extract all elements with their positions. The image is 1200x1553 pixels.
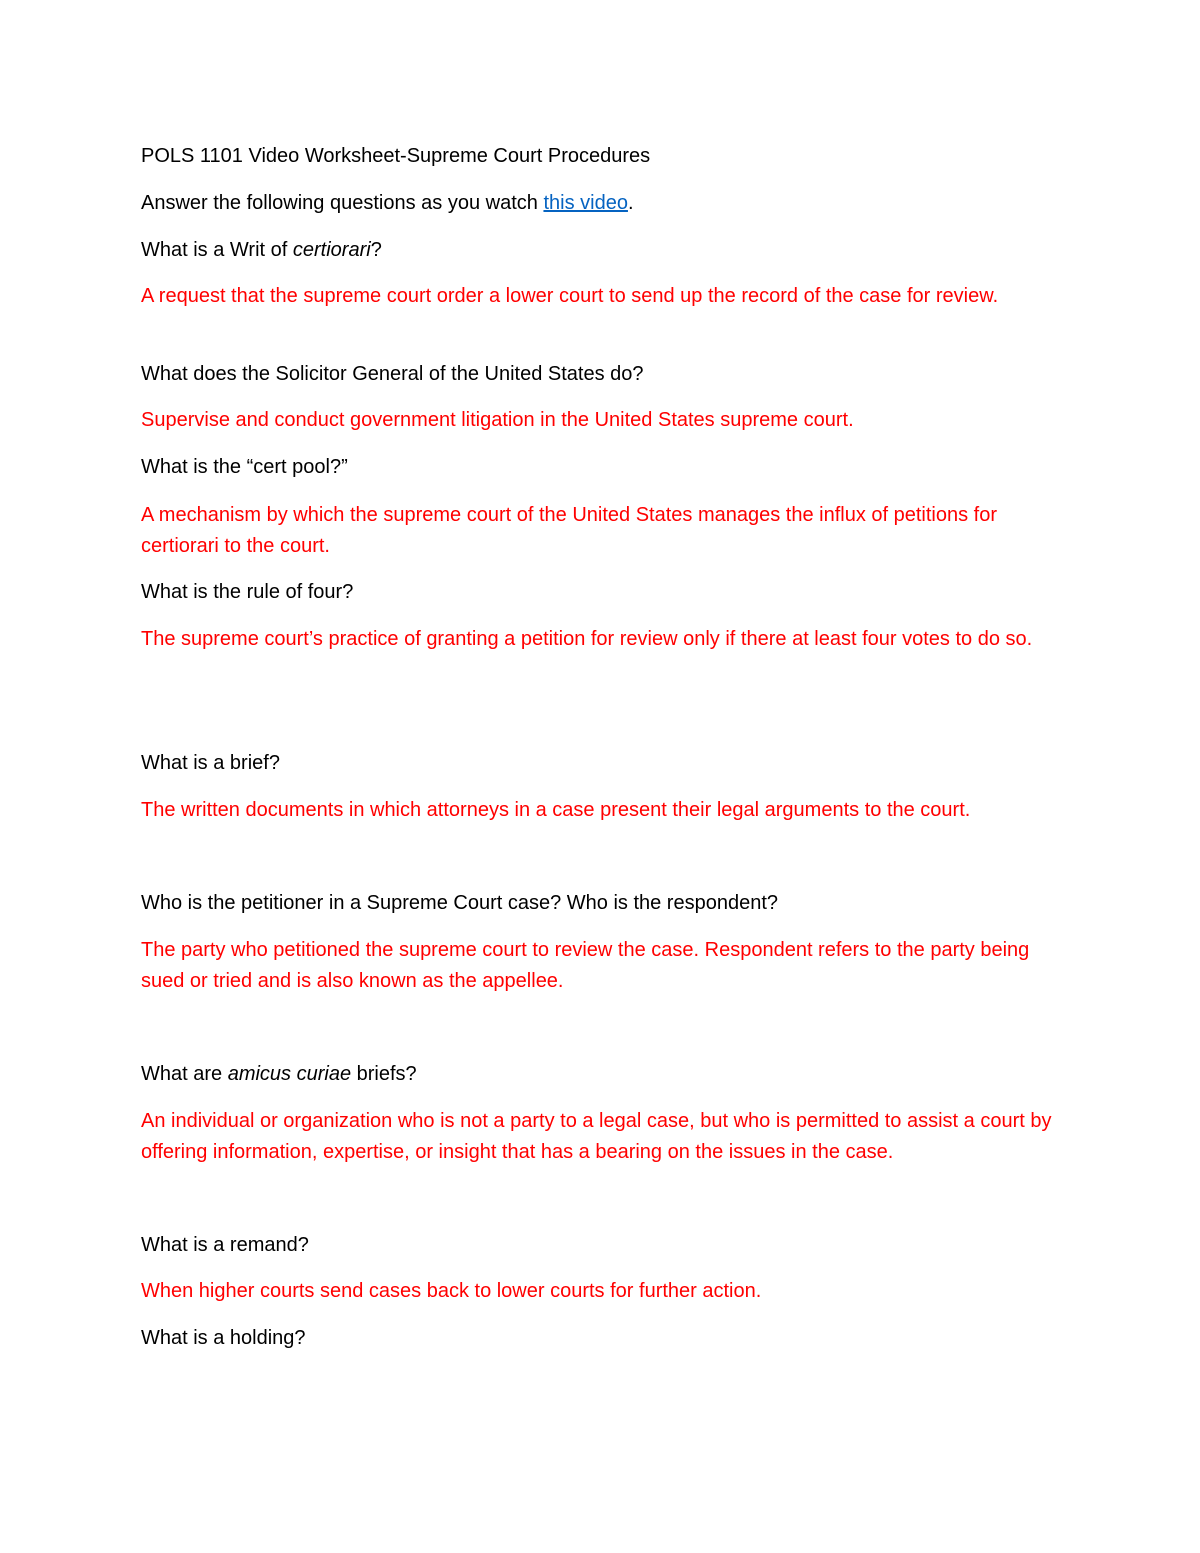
- question-6: Who is the petitioner in a Supreme Court case? Who is the respondent?: [141, 892, 779, 914]
- question-7-end: briefs?: [351, 1063, 417, 1085]
- answer-6: The party who petitioned the supreme court to review the case. Respondent refers to the party being sued or tried and is also known as the appellee.: [141, 939, 1030, 992]
- question-1-end: ?: [370, 239, 382, 261]
- question-5: What is a brief?: [141, 752, 280, 774]
- question-7: [141, 1059, 1061, 1090]
- answer-8: When higher courts send cases back to lower courts for further action.: [141, 1280, 762, 1302]
- question-7-italic: amicus curiae: [227, 1063, 352, 1085]
- answer-2: Supervise and conduct government litigation in the United States supreme court.: [141, 409, 854, 431]
- intro-punctuation: .: [627, 192, 634, 214]
- question-8: What is a remand?: [141, 1234, 309, 1256]
- question-2: What does the Solicitor General of the United States do?: [141, 363, 644, 385]
- question-9: What is a holding?: [141, 1327, 306, 1349]
- answer-5: The written documents in which attorneys in a case present their legal arguments to the court.: [141, 799, 971, 821]
- document-title: [141, 141, 1061, 172]
- question-4: What is the rule of four?: [141, 581, 354, 603]
- intro-text: Answer the following questions as you watch: [141, 192, 544, 214]
- answer-3: A mechanism by which the supreme court of the United States manages the influx of petitions for certiorari to the court.: [141, 504, 998, 557]
- question-1-text: What is a Writ of: [141, 239, 293, 261]
- title-text: POLS 1101 Video Worksheet-Supreme Court Procedures: [141, 145, 651, 167]
- video-link[interactable]: this video: [543, 192, 628, 214]
- question-1: [141, 235, 1061, 266]
- intro-line: [141, 188, 1061, 219]
- answer-4: The supreme court’s practice of granting a petition for review only if there at least four votes to do so.: [141, 628, 1033, 650]
- answer-1: A request that the supreme court order a lower court to send up the record of the case for review.: [141, 285, 999, 307]
- question-1-italic: certiorari: [292, 239, 371, 261]
- question-7-text: What are: [141, 1063, 228, 1085]
- question-3: What is the “cert pool?”: [141, 456, 348, 478]
- answer-7: An individual or organization who is not a party to a legal case, but who is permitted to assist a court by offering information, expertise, or insight that has a bearing on the issues in the case.: [141, 1110, 1052, 1163]
